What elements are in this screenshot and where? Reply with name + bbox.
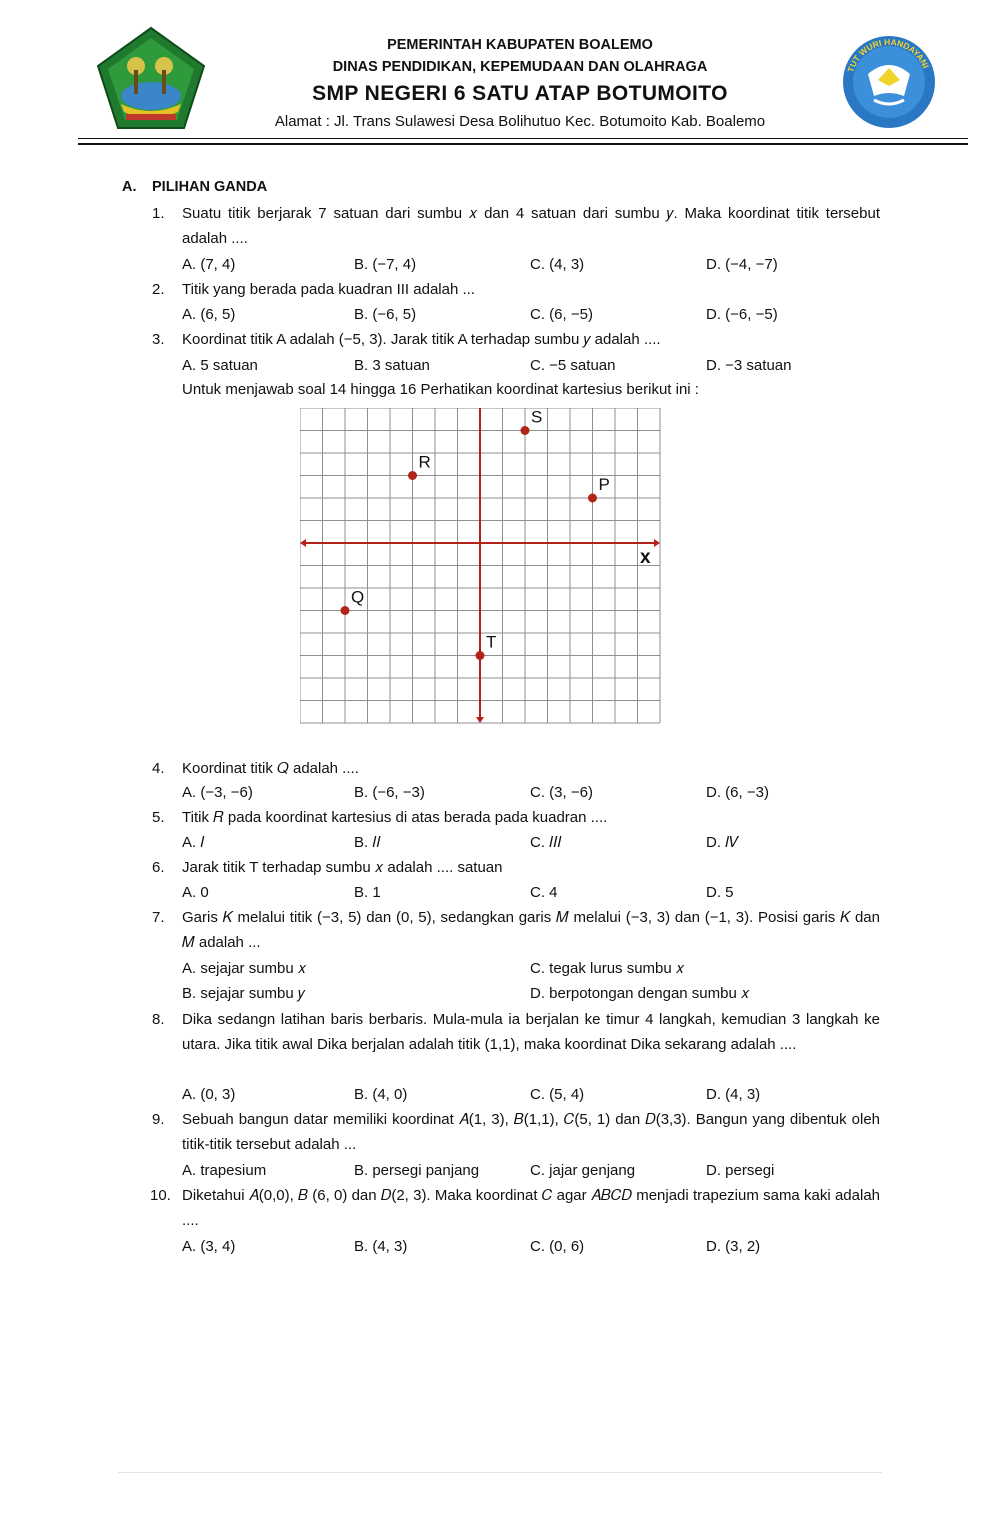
point-s	[521, 426, 530, 435]
header-rule-thick	[78, 143, 968, 145]
section-heading	[122, 179, 267, 195]
emblem-motto: TUT WURI HANDAYANI	[845, 36, 932, 74]
point-label-s: S	[531, 408, 543, 427]
question-5-option-c[interactable]: C. 𝐼𝐼𝐼	[530, 834, 562, 851]
question-3-option-b[interactable]: B. 3 satuan	[354, 357, 430, 374]
question-5-text: Titik 𝑅 pada koordinat kartesius di atas berada pada kuadran ....	[182, 809, 608, 826]
question-2-option-a[interactable]: A. (6, 5)	[182, 306, 236, 323]
question-2-option-d[interactable]: D. (−6, −5)	[706, 306, 778, 323]
question-4-text: Koordinat titik 𝑄 adalah ....	[182, 760, 359, 777]
question-8-option-d[interactable]: D. (4, 3)	[706, 1086, 761, 1103]
question-7-number: 7.	[152, 909, 165, 926]
section-letter: A.	[122, 179, 137, 195]
question-7-text: Garis 𝐾 melalui titik (−3, 5) dan (0, 5), sedangkan garis 𝑀 melalui (−3, 3) dan (−1, 3). Posisi garis 𝐾 dan 𝑀 adalah ...	[182, 909, 880, 951]
question-10-option-d[interactable]: D. (3, 2)	[706, 1238, 761, 1255]
question-1-option-d[interactable]: D. (−4, −7)	[706, 256, 778, 273]
question-7-option-d[interactable]: D. berpotongan dengan sumbu 𝑥	[530, 985, 750, 1002]
question-9-text: Sebuah bangun datar memiliki koordinat 𝐴(1, 3), 𝐵(1,1), 𝐶(5, 1) dan 𝐷(3,3). Bangun yang dibentuk oleh titik-titik tersebut adalah ...	[182, 1111, 880, 1153]
school-address: Alamat : Jl. Trans Sulawesi Desa Bolihutuo Kec. Botumoito Kab. Boalemo	[274, 113, 766, 130]
footer-rule	[118, 1472, 882, 1473]
question-8-text: Dika sedangn latihan baris berbaris. Mula-mula ia berjalan ke timur 4 langkah, kemudian 3 langkah ke utara. Jika titik awal Dika berjalan adalah titik (1,1), maka koordinat Dika sekarang adalah ....	[182, 1011, 880, 1053]
question-7-option-a[interactable]: A. sejajar sumbu 𝑥	[182, 960, 307, 977]
question-2-option-c[interactable]: C. (6, −5)	[530, 306, 593, 323]
question-6-number: 6.	[152, 859, 165, 876]
question-3-option-c[interactable]: C. −5 satuan	[530, 357, 616, 374]
question-5-number: 5.	[152, 809, 165, 826]
point-r	[408, 471, 417, 480]
question-1-option-b[interactable]: B. (−7, 4)	[354, 256, 417, 273]
department-line: DINAS PENDIDIKAN, KEPEMUDAAN DAN OLAHRAGA	[332, 59, 708, 75]
question-1-number: 1.	[152, 205, 165, 222]
question-4-number: 4.	[152, 760, 165, 777]
point-label-q: Q	[351, 587, 365, 607]
question-6-option-d[interactable]: D. 5	[706, 884, 734, 901]
question-9-option-a[interactable]: A. trapesium	[182, 1162, 267, 1179]
question-10-number: 10.	[150, 1187, 171, 1204]
question-7-option-b[interactable]: B. sejajar sumbu 𝑦	[182, 985, 305, 1002]
x-axis-arrow-left	[300, 539, 306, 547]
question-8-option-c[interactable]: C. (5, 4)	[530, 1086, 585, 1103]
question-9-option-b[interactable]: B. persegi panjang	[354, 1162, 480, 1179]
question-2-number: 2.	[152, 281, 165, 298]
question-3-option-a[interactable]: A. 5 satuan	[182, 357, 258, 374]
question-3-text: Koordinat titik A adalah (−5, 3). Jarak titik A terhadap sumbu 𝑦 adalah ....	[182, 331, 661, 348]
section-title: PILIHAN GANDA	[152, 179, 268, 195]
x-axis-arrow-right	[654, 539, 660, 547]
question-1-option-c[interactable]: C. (4, 3)	[530, 256, 585, 273]
question-5-option-d[interactable]: D. 𝐼𝑉	[706, 834, 740, 851]
question-5-option-a[interactable]: A. 𝐼	[182, 834, 205, 851]
question-2-option-b[interactable]: B. (−6, 5)	[354, 306, 417, 323]
question-4-option-a[interactable]: A. (−3, −6)	[182, 784, 253, 801]
point-label-t: T	[486, 632, 497, 652]
x-axis-label: x	[640, 547, 651, 568]
question-9-option-d[interactable]: D. persegi	[706, 1162, 775, 1179]
question-6-option-c[interactable]: C. 4	[530, 884, 558, 901]
question-2-text: Titik yang berada pada kuadran III adalah ...	[182, 281, 475, 298]
question-3-number: 3.	[152, 331, 165, 348]
question-8-number: 8.	[152, 1011, 165, 1028]
tut-wuri-handayani-logo	[838, 34, 940, 130]
question-6-text: Jarak titik T terhadap sumbu 𝑥 adalah .... satuan	[182, 859, 503, 876]
chart-instruction: Untuk menjawab soal 14 hingga 16 Perhatikan koordinat kartesius berikut ini :	[182, 381, 699, 398]
header-rule-thin	[78, 138, 968, 139]
question-10-option-b[interactable]: B. (4, 3)	[354, 1238, 408, 1255]
question-7-option-c[interactable]: C. tegak lurus sumbu 𝑥	[530, 960, 685, 977]
question-3-option-d[interactable]: D. −3 satuan	[706, 357, 792, 374]
question-10-text: Diketahui 𝐴(0,0), 𝐵 (6, 0) dan 𝐷(2, 3). Maka koordinat 𝐶 agar 𝐴𝐵𝐶𝐷 menjadi trapezium sama kaki adalah ....	[182, 1187, 880, 1229]
point-q	[341, 606, 350, 615]
point-label-p: P	[598, 475, 610, 494]
question-9-number: 9.	[152, 1111, 165, 1128]
question-1-option-a[interactable]: A. (7, 4)	[182, 256, 236, 273]
y-axis-arrow-down	[476, 717, 484, 723]
question-4-option-b[interactable]: B. (−6, −3)	[354, 784, 425, 801]
question-10-option-a[interactable]: A. (3, 4)	[182, 1238, 236, 1255]
point-t	[476, 651, 485, 660]
question-8-option-a[interactable]: A. (0, 3)	[182, 1086, 236, 1103]
question-6-option-b[interactable]: B. 1	[354, 884, 381, 901]
school-name: SMP NEGERI 6 SATU ATAP BOTUMOITO	[312, 82, 728, 105]
government-line: PEMERINTAH KABUPATEN BOALEMO	[387, 37, 653, 53]
question-6-option-a[interactable]: A. 0	[182, 884, 209, 901]
question-8-option-b[interactable]: B. (4, 0)	[354, 1086, 408, 1103]
question-5-option-b[interactable]: B. 𝐼𝐼	[354, 834, 381, 851]
question-4-option-d[interactable]: D. (6, −3)	[706, 784, 769, 801]
point-label-r: R	[418, 452, 431, 472]
point-p	[588, 494, 597, 503]
question-1-text: Suatu titik berjarak 7 satuan dari sumbu 𝑥 dan 4 satuan dari sumbu 𝑦. Maka koordinat titik tersebut adalah ....	[182, 205, 880, 247]
question-4-option-c[interactable]: C. (3, −6)	[530, 784, 593, 801]
question-9-option-c[interactable]: C. jajar genjang	[530, 1162, 636, 1179]
question-10-option-c[interactable]: C. (0, 6)	[530, 1238, 585, 1255]
cartesian-chart	[300, 408, 662, 726]
